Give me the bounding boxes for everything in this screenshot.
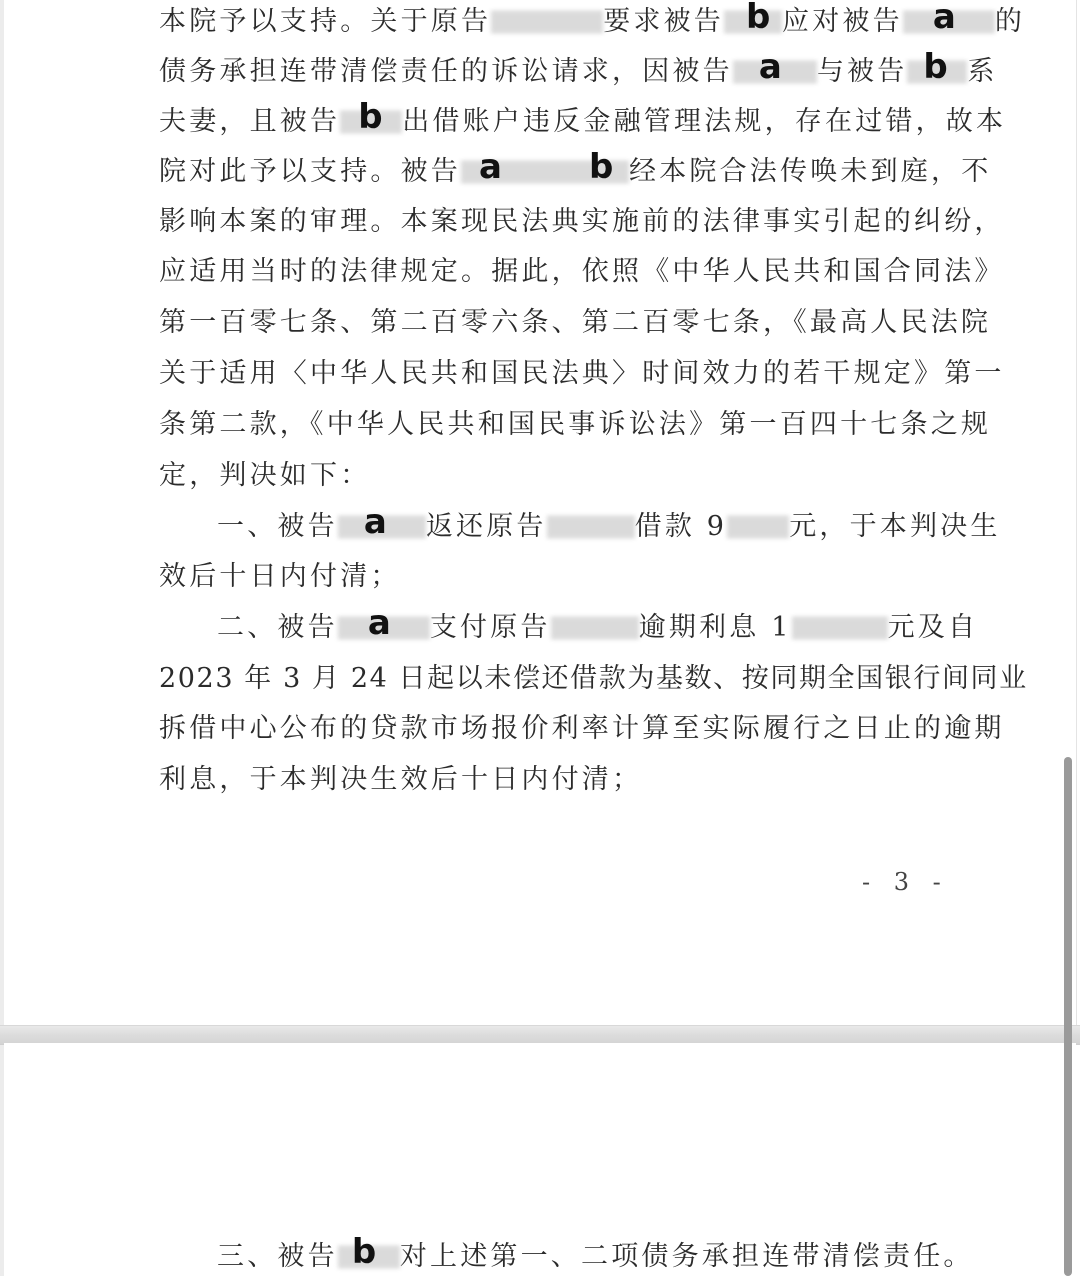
- text-line: 债务承担连带清偿责任的诉讼请求，因被告 a 与被告 b 系: [159, 47, 998, 87]
- marker-a: a: [932, 0, 956, 37]
- marker-a: a: [479, 147, 502, 187]
- document-page-3: [4, 0, 1076, 1025]
- marker-b: b: [589, 147, 614, 187]
- viewer-right-edge: [1076, 0, 1077, 1025]
- marker-a: a: [367, 603, 391, 643]
- vertical-scrollbar[interactable]: [1064, 757, 1072, 1276]
- redaction-amount: [792, 617, 888, 639]
- marker-b: b: [351, 1232, 377, 1272]
- text-line: 利息，于本判决生效后十日内付清；: [159, 764, 643, 795]
- text-line: 夫妻，且被告 b 出借账户违反金融管理法规，存在过错，故本: [159, 97, 1007, 137]
- judgment-item-1: 一、被告 a 返还原告 借款 9 元，于本判决生: [217, 502, 1001, 542]
- redaction-amount: [727, 516, 789, 538]
- text-line: 院对此予以支持。被告 a b 经本院合法传唤未到庭，不: [159, 147, 992, 187]
- text-line: 影响本案的审理。本案现民法典实施前的法律事实引起的纠纷，: [159, 206, 1005, 237]
- marker-b: b: [358, 97, 383, 137]
- redaction-plaintiff: [547, 516, 635, 538]
- redaction-plaintiff: [551, 617, 639, 639]
- page-number: - 3 -: [862, 868, 949, 896]
- text-line: 关于适用〈中华人民共和国民法典〉时间效力的若干规定》第一: [159, 358, 1005, 389]
- marker-b: b: [923, 47, 948, 87]
- text-line: 应适用当时的法律规定。据此，依照《中华人民共和国合同法》: [159, 256, 1005, 287]
- redaction-plaintiff: [491, 11, 603, 33]
- text-line: 2023 年 3 月 24 日起以未偿还借款为基数、按同期全国银行间同业: [159, 663, 1028, 694]
- judgment-item-2: 二、被告 a 支付原告 逾期利息 1 元及自: [217, 603, 979, 643]
- text-line: 第一百零七条、第二百零六条、第二百零七条，《最高人民法院: [159, 307, 992, 338]
- text-line: 拆借中心公布的贷款市场报价利率计算至实际履行之日止的逾期: [159, 713, 1005, 744]
- page-separator: [0, 1025, 1080, 1045]
- text-line: 效后十日内付清；: [159, 561, 401, 592]
- marker-a: a: [363, 502, 387, 542]
- text-line: 条第二款，《中华人民共和国民事诉讼法》第一百四十七条之规: [159, 409, 992, 440]
- document-page-4: [4, 1043, 1076, 1276]
- marker-a: a: [758, 47, 782, 87]
- judgment-item-3: 三、被告 b 对上述第一、二项债务承担连带清偿责任。: [217, 1232, 974, 1272]
- text-line: 本院予以支持。关于原告 要求被告 b 应对被告 a 的: [159, 2, 981, 42]
- text-line: 定，判决如下：: [159, 460, 371, 491]
- marker-b: b: [746, 0, 771, 37]
